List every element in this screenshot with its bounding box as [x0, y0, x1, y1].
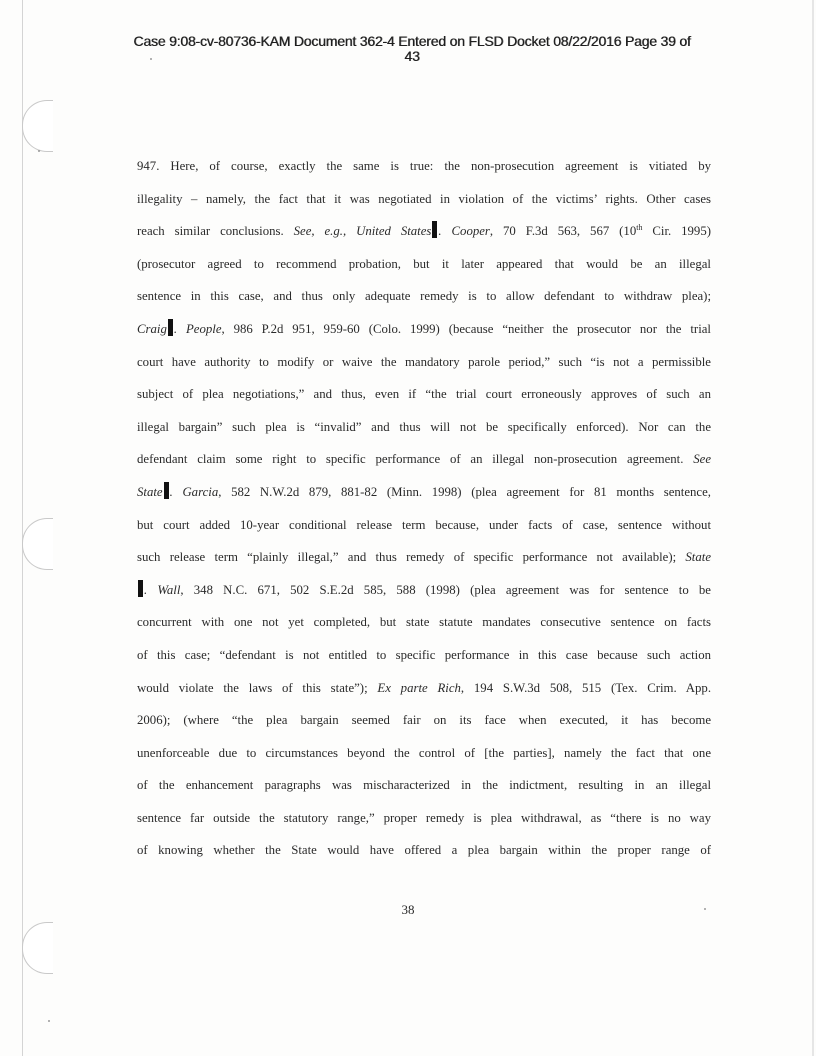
scan-edge-line	[22, 0, 23, 1056]
text-line: illegality – namely, the fact that it was negotiated in violation of the victims’ rights. Other cases	[137, 191, 711, 206]
body-text	[137, 150, 711, 867]
text-line	[137, 672, 711, 705]
case-name-italic: Craig	[137, 321, 167, 336]
redaction-bar	[432, 221, 437, 238]
case-name-italic: See, e.g., United States	[293, 224, 432, 239]
text-line: subject of plea negotiations,” and thus, even if “the trial court erroneously approves of such an	[137, 387, 711, 402]
case-name-italic: . Cooper	[438, 224, 490, 239]
text-line: of knowing whether the State would have offered a plea bargain within the proper range of	[137, 843, 711, 858]
text-run: , 70 F.3d 563, 567 (10	[489, 224, 637, 239]
redaction-bar	[168, 319, 173, 336]
page-number: 38	[401, 902, 415, 917]
text-line: of this case; “defendant is not entitled to specific performance in this case because such action	[137, 647, 711, 662]
signal-italic: See	[693, 452, 711, 467]
text-line: but court added 10-year conditional release term because, under facts of case, sentence without	[137, 517, 711, 532]
text-run: , 582 N.W.2d 879, 881-82 (Minn. 1998) (plea agreement for 81 months sentence,	[218, 484, 711, 499]
text-line: sentence far outside the statutory range,” proper remedy is plea withdrawal, as “there is no way	[137, 810, 711, 825]
text-line	[137, 313, 711, 346]
text-line	[137, 215, 711, 248]
text-line: 2006); (where “the plea bargain seemed fair on its face when executed, it has become	[137, 713, 711, 728]
text-line: illegal bargain” such plea is “invalid” and thus will not be specifically enforced). Nor can the	[137, 419, 711, 434]
scan-speck	[48, 1020, 50, 1022]
punch-hole-middle	[22, 518, 53, 570]
scan-speck	[38, 150, 40, 152]
text-run: reach similar conclusions.	[137, 224, 294, 239]
redaction-bar	[138, 580, 143, 597]
text-line	[137, 574, 711, 607]
total-page-count: 43	[404, 48, 420, 64]
text-run: , 194 S.W.3d 508, 515 (Tex. Crim. App.	[460, 680, 712, 695]
text-line	[137, 443, 711, 476]
case-name-italic: . People	[173, 321, 222, 336]
text-line: unenforceable due to circumstances beyond the control of [the parties], namely the fact that one	[137, 745, 711, 760]
punch-hole-top	[22, 100, 53, 152]
text-run: would violate the laws of this state”);	[137, 680, 378, 695]
court-filing-header	[40, 34, 784, 64]
text-run: Cir. 1995)	[642, 224, 711, 239]
text-run: , 348 N.C. 671, 502 S.E.2d 585, 588 (1998) (plea agreement was for sentence to be	[180, 582, 711, 597]
scan-right-edge	[812, 0, 814, 1056]
text-run: defendant claim some right to specific performance of an illegal non-prosecution agreement.	[137, 452, 694, 467]
case-name-italic: . Garcia	[169, 484, 219, 499]
text-line: court have authority to modify or waive the mandatory parole period,” such “is not a permissible	[137, 354, 711, 369]
case-name-italic: . Wall	[144, 582, 181, 597]
text-line	[137, 476, 711, 509]
text-line: 947. Here, of course, exactly the same is true: the non-prosecution agreement is vitiated by	[137, 159, 711, 173]
text-run: such release term “plainly illegal,” and thus remedy of specific performance not available);	[137, 550, 686, 565]
case-header-line: Case 9:08-cv-80736-KAM Document 362-4 Entered on FLSD Docket 08/22/2016 Page 39 of	[133, 33, 691, 49]
text-line: (prosecutor agreed to recommend probation, but it later appeared that would be an illegal	[137, 256, 711, 271]
redaction-bar	[164, 482, 169, 499]
punch-hole-bottom	[22, 922, 53, 974]
text-line: sentence in this case, and thus only adequate remedy is to allow defendant to withdraw plea);	[137, 289, 711, 304]
case-name-italic: Ex parte Rich	[377, 680, 461, 695]
case-name-italic: State	[685, 550, 711, 565]
case-name-italic: State	[137, 484, 163, 499]
text-line	[137, 541, 711, 574]
text-line: of the enhancement paragraphs was mischaracterized in the indictment, resulting in an illegal	[137, 778, 711, 793]
superscript: th	[636, 223, 643, 233]
text-run: , 986 P.2d 951, 959-60 (Colo. 1999) (because “neither the prosecutor nor the trial	[221, 321, 711, 336]
text-line: concurrent with one not yet completed, but state statute mandates consecutive sentence on facts	[137, 615, 711, 630]
